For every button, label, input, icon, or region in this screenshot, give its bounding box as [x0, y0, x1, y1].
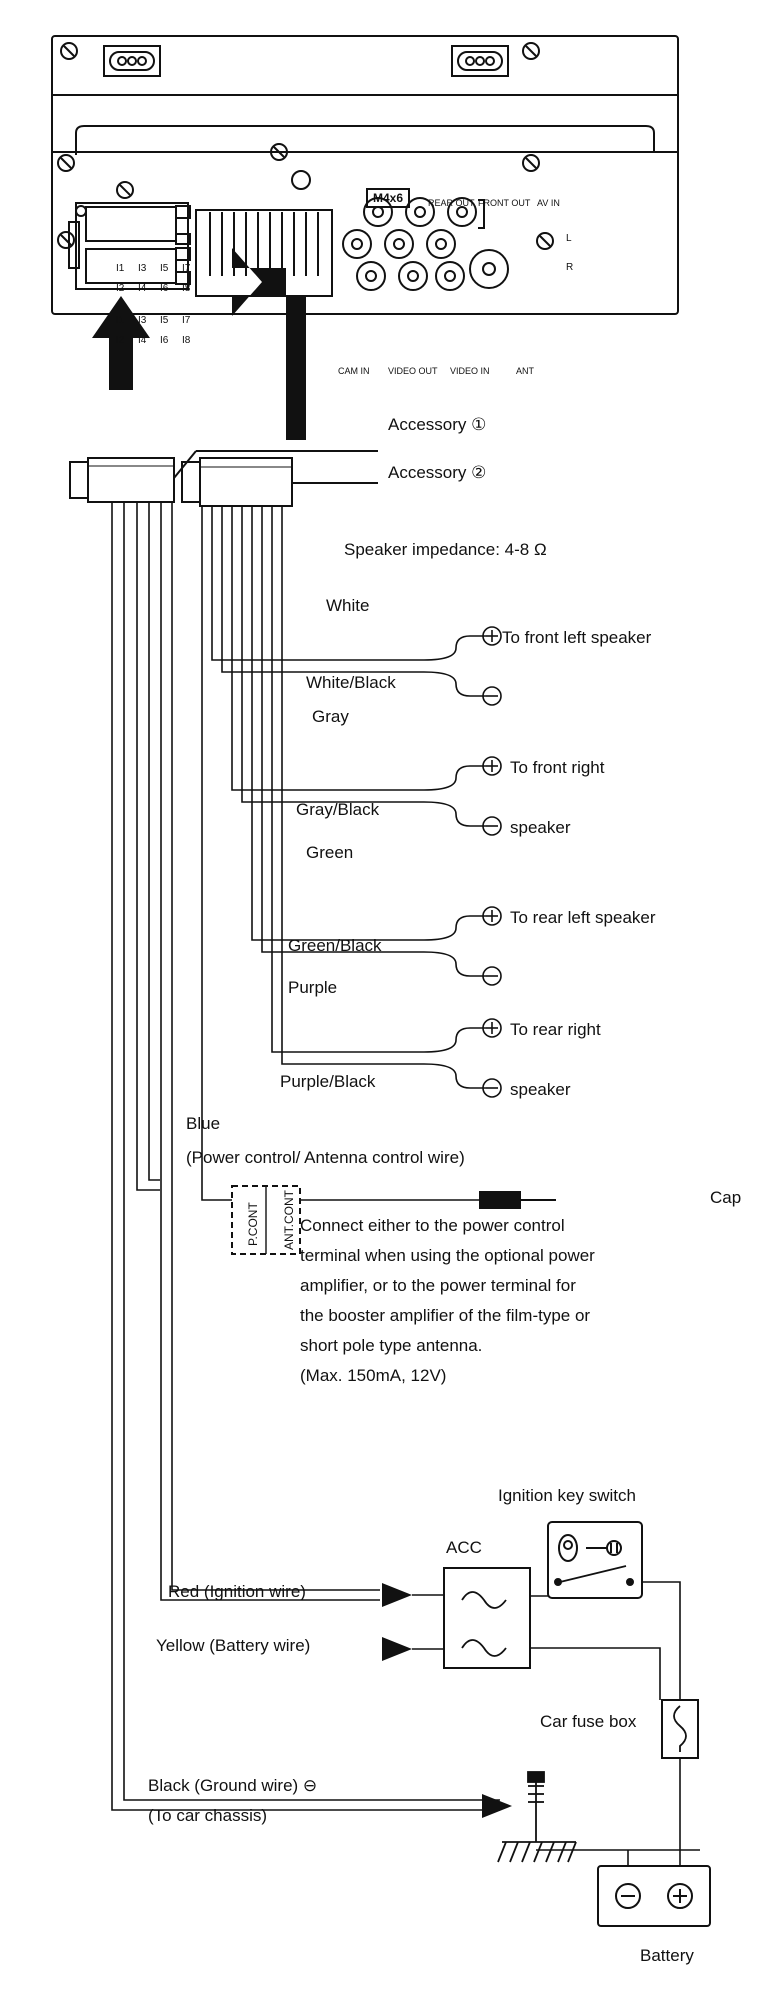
pin-label: I8 [182, 335, 191, 346]
pin-label: I6 [160, 283, 169, 294]
wire-label-blue: Blue [186, 1114, 221, 1133]
battery-label: Battery [640, 1946, 694, 1965]
jack-label-rear-out: REAR OUT [428, 198, 475, 208]
blue-note-line: amplifier, or to the power terminal for [300, 1276, 576, 1295]
wire-label-red: Red (Ignition wire) [168, 1582, 306, 1601]
wire-label-white: White [326, 596, 370, 615]
jack-label-front-out: FRONT OUT [478, 198, 531, 208]
pin-label: I4 [138, 283, 147, 294]
blue-note-line: Connect either to the power control [300, 1216, 565, 1235]
wire-label-green: Green [306, 843, 354, 862]
jack-label-cam-in: CAM IN [338, 366, 370, 376]
speaker-target-front-right-line2: speaker [510, 818, 571, 837]
pin-label: I1 [116, 263, 125, 274]
speaker-target-rear-right: To rear right [510, 1020, 601, 1039]
pin-label: I7 [182, 315, 191, 326]
callout-accessory-2: Accessory ② [388, 463, 487, 482]
wire-label-blue-sub: (Power control/ Antenna control wire) [186, 1148, 465, 1167]
blue-note-line: the booster amplifier of the film-type or [300, 1306, 591, 1325]
jack-label-av-in: AV IN [537, 198, 560, 208]
pin-label: I5 [160, 263, 169, 274]
cap-label: Cap [710, 1188, 742, 1207]
pin-label: I6 [160, 335, 169, 346]
speaker-target-rear-left: To rear left speaker [510, 908, 656, 927]
blue-note-line: (Max. 150mA, 12V) [300, 1366, 447, 1385]
wire-label-white-black: White/Black [306, 673, 396, 692]
jack-label-video-in: VIDEO IN [450, 366, 490, 376]
speaker-impedance-note: Speaker impedance: 4-8 Ω [344, 540, 547, 559]
switch-label-ant-cont: ANT.CONT [282, 1190, 296, 1250]
car-fuse-box-label: Car fuse box [540, 1712, 637, 1731]
screw-size-label: M4x6 [366, 188, 410, 208]
acc-label: ACC [446, 1538, 482, 1557]
ignition-key-switch-label: Ignition key switch [498, 1486, 636, 1505]
blue-note-line: terminal when using the optional power [300, 1246, 595, 1265]
speaker-target-rear-right-line2: speaker [510, 1080, 571, 1099]
pin-label: I3 [138, 263, 147, 274]
pin-label: I8 [182, 283, 191, 294]
jack-label-ant: ANT [516, 366, 534, 376]
wire-label-purple-black: Purple/Black [280, 1072, 376, 1091]
jack-label-av-in-r: R [566, 262, 574, 273]
speaker-target-front-right: To front right [510, 758, 605, 777]
pin-label: I2 [116, 283, 125, 294]
pin-label: I1 [116, 315, 125, 326]
switch-label-p-cont: P.CONT [246, 1202, 260, 1246]
wire-label-black: Black (Ground wire) ⊖ [148, 1776, 318, 1795]
jack-label-av-in-l: L [566, 233, 572, 244]
wire-label-gray-black: Gray/Black [296, 800, 380, 819]
pin-label: I3 [138, 315, 147, 326]
pin-label: I7 [182, 263, 191, 274]
pin-label: I5 [160, 315, 169, 326]
callout-accessory-1: Accessory ① [388, 415, 487, 434]
jack-label-video-out: VIDEO OUT [388, 366, 438, 376]
blue-note-line: short pole type antenna. [300, 1336, 483, 1355]
wire-label-black-sub: (To car chassis) [148, 1806, 268, 1825]
pin-label: I4 [138, 335, 147, 346]
wire-label-green-black: Green/Black [288, 936, 382, 955]
pin-label: I2 [116, 335, 125, 346]
speaker-target-front-left: To front left speaker [502, 628, 652, 647]
wire-label-gray: Gray [312, 707, 349, 726]
wire-label-purple: Purple [288, 978, 338, 997]
wire-label-yellow: Yellow (Battery wire) [156, 1636, 311, 1655]
